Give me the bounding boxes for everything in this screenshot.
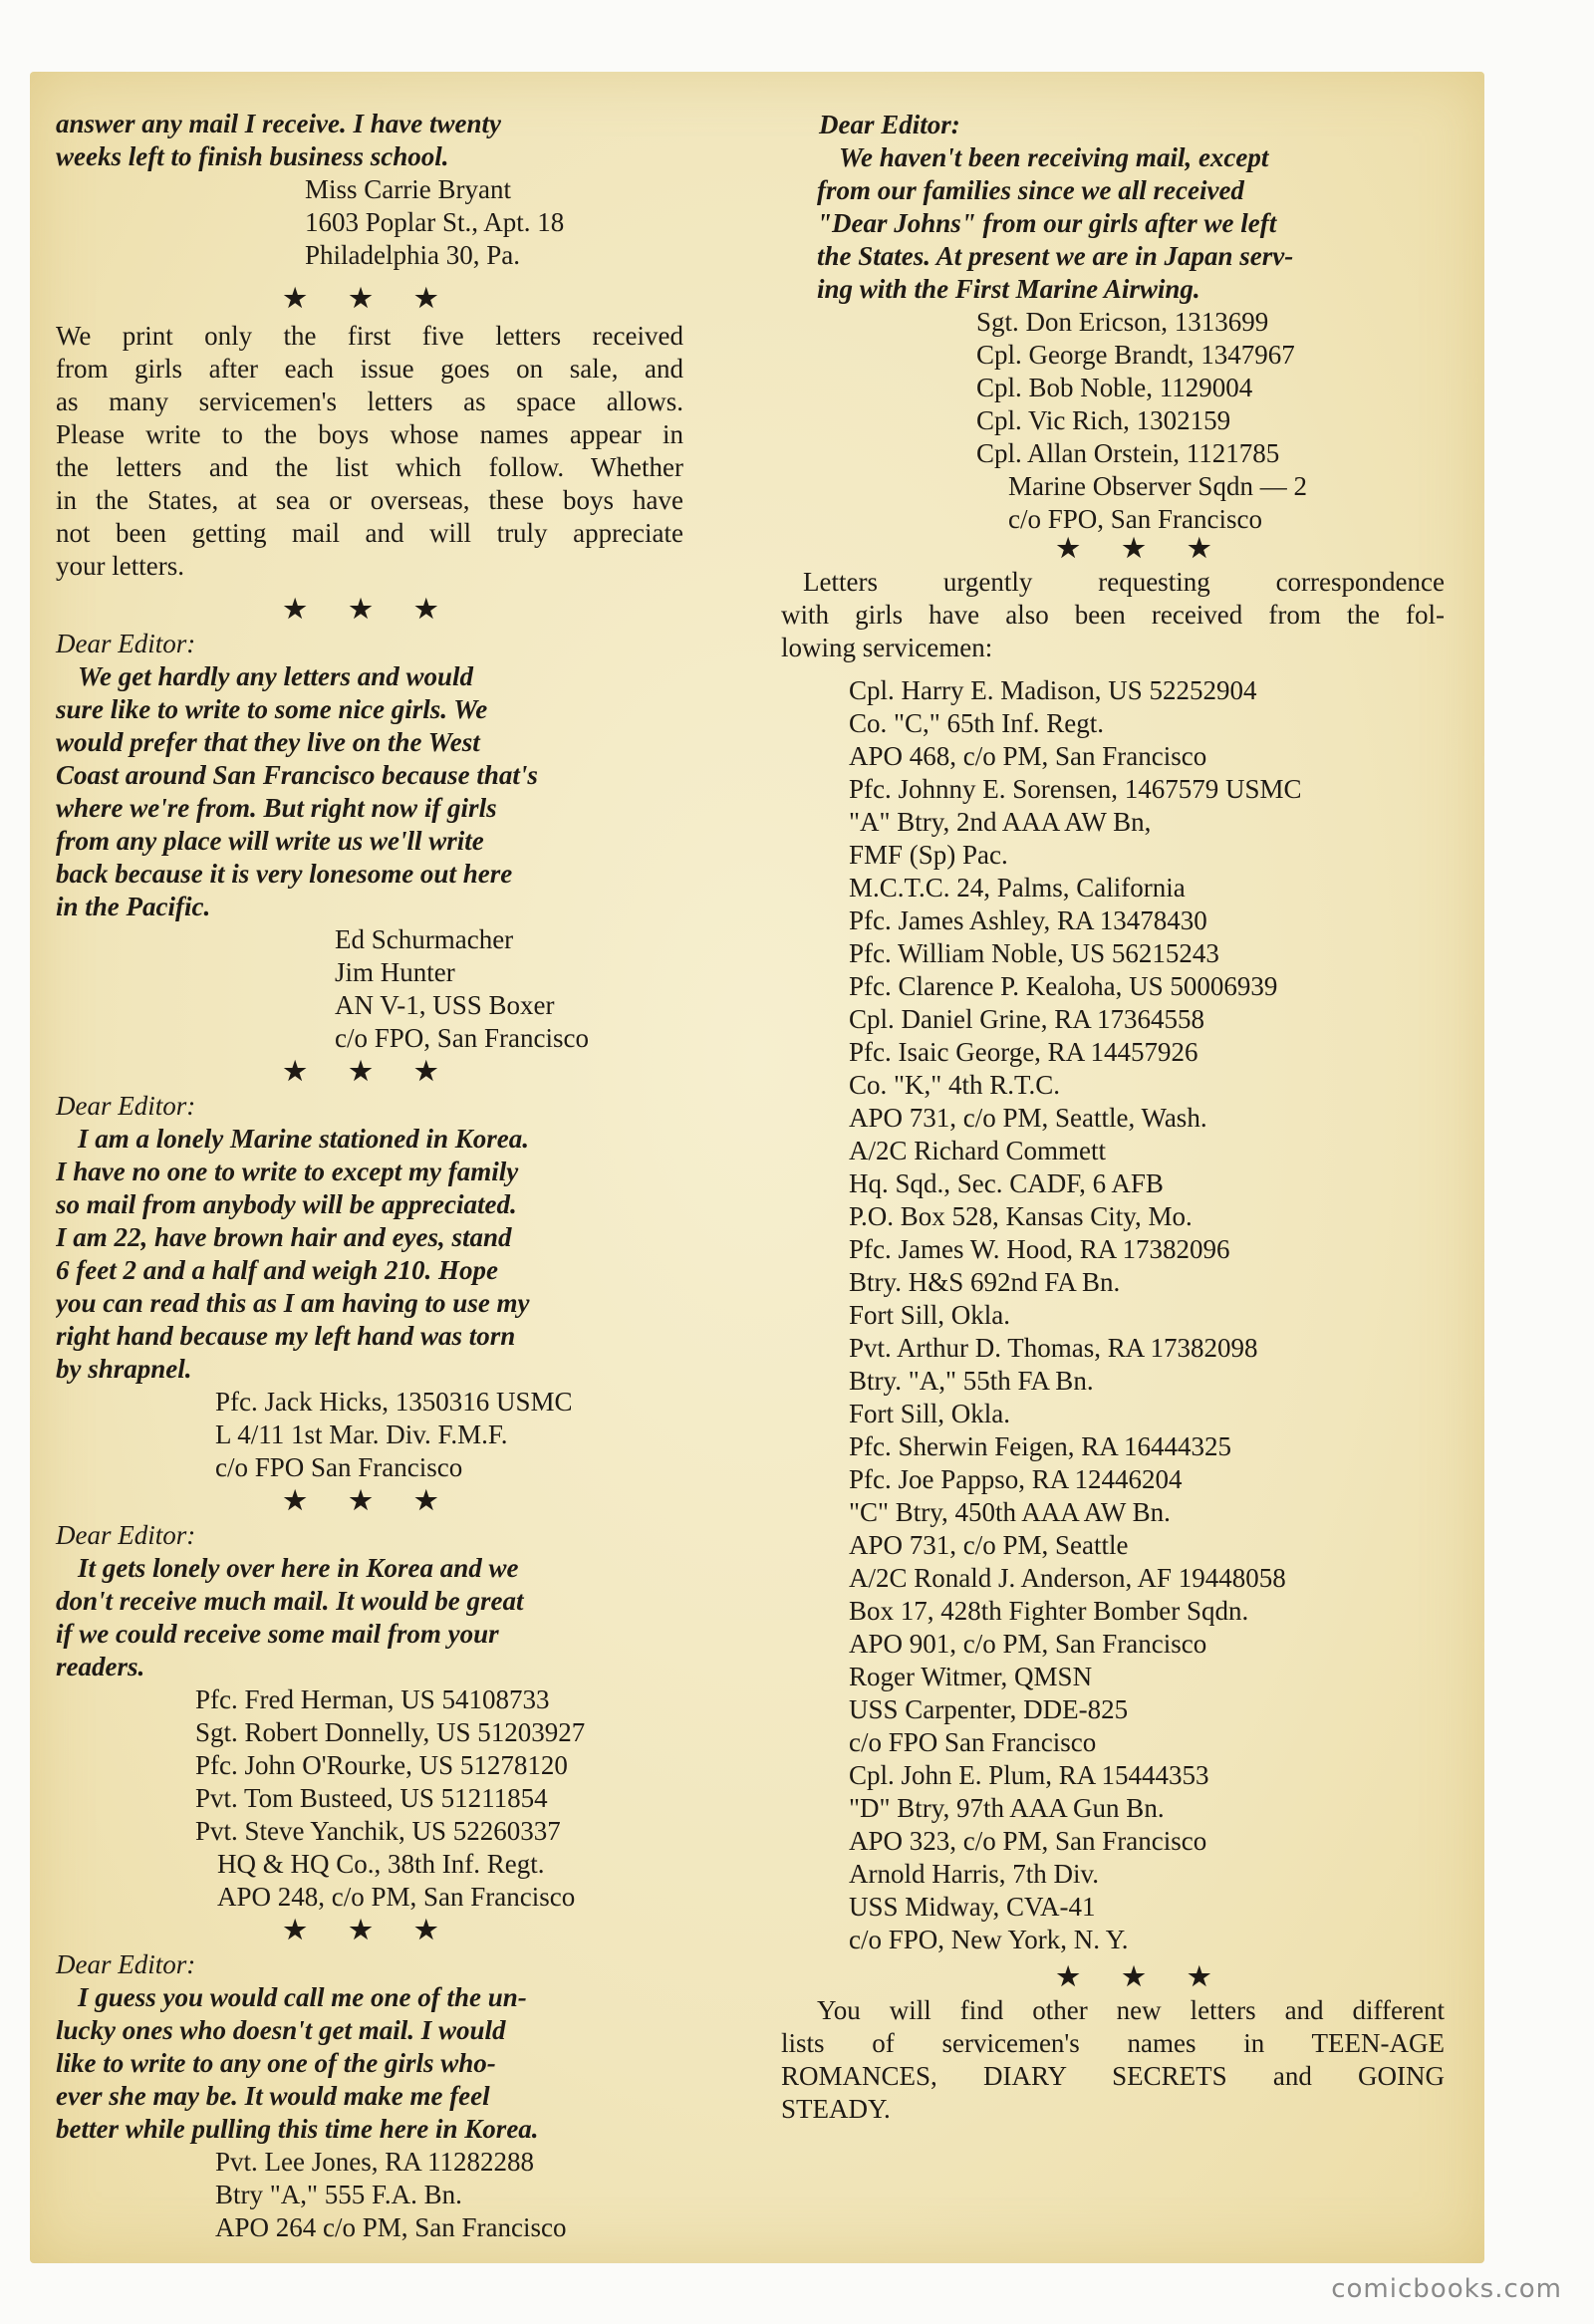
letter-line: by shrapnel. bbox=[56, 1354, 192, 1384]
signature-line: 1603 Poplar St., Apt. 18 bbox=[305, 207, 565, 237]
greeting: Dear Editor: bbox=[56, 1949, 196, 1979]
signature-line: APO 248, c/o PM, San Francisco bbox=[217, 1882, 576, 1912]
letter-line: from our families since we all received bbox=[817, 175, 1244, 205]
serviceman-line: Co. "C," 65th Inf. Regt. bbox=[849, 708, 1105, 738]
letter-line: readers. bbox=[56, 1652, 145, 1681]
signature-line: Pvt. Lee Jones, RA 11282288 bbox=[215, 2147, 534, 2177]
closing-line: ROMANCES, DIARY SECRETS and GOING bbox=[781, 2061, 1445, 2091]
star-divider: ★ ★ ★ bbox=[283, 595, 456, 624]
serviceman-line: Roger Witmer, QMSN bbox=[849, 1662, 1093, 1691]
letter-line: Coast around San Francisco because that's bbox=[56, 760, 538, 790]
signature-line: Philadelphia 30, Pa. bbox=[305, 240, 520, 270]
serviceman-line: USS Midway, CVA-41 bbox=[849, 1892, 1096, 1922]
signature-line: c/o FPO, San Francisco bbox=[335, 1023, 589, 1053]
serviceman-line: USS Carpenter, DDE-825 bbox=[849, 1694, 1129, 1724]
closing-line: You will find other new letters and different bbox=[817, 1995, 1445, 2025]
signature-line: Cpl. Bob Noble, 1129004 bbox=[976, 373, 1253, 402]
serviceman-line: Box 17, 428th Fighter Bomber Sqdn. bbox=[849, 1596, 1249, 1626]
letter-line: lucky ones who doesn't get mail. I would bbox=[56, 2015, 506, 2045]
serviceman-line: APO 901, c/o PM, San Francisco bbox=[849, 1629, 1207, 1659]
serviceman-line: Pfc. Sherwin Feigen, RA 16444325 bbox=[849, 1431, 1231, 1461]
letter-line: better while pulling this time here in Korea. bbox=[56, 2114, 539, 2144]
signature-line: APO 264 c/o PM, San Francisco bbox=[215, 2212, 567, 2242]
letter-line: the States. At present we are in Japan serv- bbox=[817, 241, 1294, 271]
letter-1 bbox=[56, 627, 683, 1055]
letter-line: right hand because my left hand was torn bbox=[56, 1321, 516, 1351]
list-intro bbox=[781, 566, 1445, 664]
closing-line: STEADY. bbox=[781, 2094, 891, 2124]
left-column bbox=[56, 108, 683, 2254]
serviceman-line: "A" Btry, 2nd AAA AW Bn, bbox=[849, 807, 1152, 837]
signature-line: Cpl. Vic Rich, 1302159 bbox=[976, 405, 1231, 435]
letter-line: weeks left to finish business school. bbox=[56, 141, 449, 171]
letter-line: I am a lonely Marine stationed in Korea. bbox=[78, 1124, 530, 1154]
serviceman-line: Cpl. Daniel Grine, RA 17364558 bbox=[849, 1004, 1204, 1034]
signature-line: L 4/11 1st Mar. Div. F.M.F. bbox=[215, 1420, 508, 1449]
serviceman-line: c/o FPO San Francisco bbox=[849, 1727, 1097, 1757]
serviceman-line: Pfc. William Noble, US 56215243 bbox=[849, 938, 1219, 968]
serviceman-line: Pvt. Arthur D. Thomas, RA 17382098 bbox=[849, 1333, 1258, 1363]
star-divider: ★ ★ ★ bbox=[283, 284, 456, 313]
star-divider: ★ ★ ★ bbox=[283, 1916, 456, 1944]
signature-line: Ed Schurmacher bbox=[335, 924, 514, 954]
serviceman-line: Co. "K," 4th R.T.C. bbox=[849, 1070, 1061, 1100]
signature-line: Cpl. George Brandt, 1347967 bbox=[976, 340, 1295, 370]
signature-line: Btry "A," 555 F.A. Bn. bbox=[215, 2180, 462, 2209]
letter-line: We haven't been receiving mail, except bbox=[839, 142, 1269, 172]
site-watermark: comicbooks.com bbox=[1331, 2274, 1562, 2304]
serviceman-line: Fort Sill, Okla. bbox=[849, 1300, 1011, 1330]
serviceman-line: Pfc. Johnny E. Sorensen, 1467579 USMC bbox=[849, 774, 1302, 804]
intro-letter bbox=[56, 108, 683, 272]
serviceman-line: A/2C Ronald J. Anderson, AF 19448058 bbox=[849, 1563, 1286, 1593]
serviceman-line: Hq. Sqd., Sec. CADF, 6 AFB bbox=[849, 1168, 1164, 1198]
closing-note bbox=[781, 1994, 1445, 2126]
signature-line: Jim Hunter bbox=[335, 957, 455, 987]
closing-line: lists of servicemen's names in TEEN-AGE bbox=[781, 2028, 1445, 2058]
serviceman-line: Pfc. James Ashley, RA 13478430 bbox=[849, 905, 1207, 935]
letter-line: back because it is very lonesome out here bbox=[56, 859, 513, 889]
serviceman-line: Pfc. James W. Hood, RA 17382096 bbox=[849, 1234, 1230, 1264]
letter-line: "Dear Johns" from our girls after we left bbox=[817, 208, 1277, 238]
letter-line: ever she may be. It would make me feel bbox=[56, 2081, 490, 2111]
letter-line: 6 feet 2 and a half and weigh 210. Hope bbox=[56, 1255, 498, 1285]
signature-line: Pvt. Tom Busteed, US 51211854 bbox=[195, 1783, 548, 1813]
letter-line: answer any mail I receive. I have twenty bbox=[56, 109, 501, 138]
serviceman-line: Cpl. John E. Plum, RA 15444353 bbox=[849, 1760, 1209, 1790]
letter-line: if we could receive some mail from your bbox=[56, 1619, 499, 1649]
serviceman-line: FMF (Sp) Pac. bbox=[849, 840, 1008, 870]
letter-line: don't receive much mail. It would be great bbox=[56, 1586, 524, 1616]
serviceman-line: Pfc. Joe Pappso, RA 12446204 bbox=[849, 1464, 1183, 1494]
letter-line: in the Pacific. bbox=[56, 892, 211, 921]
intro-line: Letters urgently requesting correspondence bbox=[803, 567, 1445, 597]
letter-line: sure like to write to some nice girls. We bbox=[56, 694, 488, 724]
serviceman-line: "D" Btry, 97th AAA Gun Bn. bbox=[849, 1793, 1165, 1823]
greeting: Dear Editor: bbox=[56, 1091, 196, 1121]
signature-line: HQ & HQ Co., 38th Inf. Regt. bbox=[217, 1849, 545, 1879]
serviceman-line: Btry. H&S 692nd FA Bn. bbox=[849, 1267, 1121, 1297]
notice-line: Please write to the boys whose names appear in bbox=[56, 419, 683, 449]
signature-line: Cpl. Allan Orstein, 1121785 bbox=[976, 438, 1280, 468]
star-divider: ★ ★ ★ bbox=[1056, 1962, 1229, 1991]
right-column bbox=[781, 108, 1445, 2136]
letter-4 bbox=[56, 1947, 683, 2244]
star-divider: ★ ★ ★ bbox=[283, 1486, 456, 1515]
letter-line: so mail from anybody will be appreciated. bbox=[56, 1189, 517, 1219]
greeting: Dear Editor: bbox=[56, 1520, 196, 1550]
notice-line: not been getting mail and will truly appreciate bbox=[56, 518, 683, 548]
editor-notice bbox=[56, 320, 683, 583]
notice-line: your letters. bbox=[56, 551, 184, 581]
serviceman-line: APO 731, c/o PM, Seattle bbox=[849, 1530, 1129, 1560]
serviceman-line: Pfc. Isaic George, RA 14457926 bbox=[849, 1037, 1198, 1067]
letter-line: I guess you would call me one of the un- bbox=[78, 1982, 527, 2012]
signature-line: c/o FPO, San Francisco bbox=[1008, 504, 1262, 534]
serviceman-line: Pfc. Clarence P. Kealoha, US 50006939 bbox=[849, 971, 1278, 1001]
serviceman-line: Btry. "A," 55th FA Bn. bbox=[849, 1366, 1094, 1396]
signature-line: Sgt. Robert Donnelly, US 51203927 bbox=[195, 1717, 586, 1747]
serviceman-line: Fort Sill, Okla. bbox=[849, 1399, 1011, 1428]
serviceman-line: APO 468, c/o PM, San Francisco bbox=[849, 741, 1207, 771]
signature-line: Pfc. Jack Hicks, 1350316 USMC bbox=[215, 1387, 573, 1417]
star-divider: ★ ★ ★ bbox=[283, 1057, 456, 1086]
serviceman-line: P.O. Box 528, Kansas City, Mo. bbox=[849, 1201, 1193, 1231]
signature-line: Pfc. Fred Herman, US 54108733 bbox=[195, 1684, 550, 1714]
serviceman-line: c/o FPO, New York, N. Y. bbox=[849, 1925, 1129, 1954]
letter-line: I have no one to write to except my family bbox=[56, 1157, 519, 1186]
notice-line: We print only the first five letters received bbox=[56, 321, 683, 351]
notice-line: from girls after each issue goes on sale, and bbox=[56, 354, 683, 384]
serviceman-line: APO 323, c/o PM, San Francisco bbox=[849, 1826, 1207, 1856]
signature-line: Pfc. John O'Rourke, US 51278120 bbox=[195, 1750, 568, 1780]
signature-line: Miss Carrie Bryant bbox=[305, 174, 511, 204]
star-divider: ★ ★ ★ bbox=[1056, 534, 1229, 563]
notice-line: the letters and the list which follow. Whether bbox=[56, 452, 683, 482]
letter-line: like to write to any one of the girls who- bbox=[56, 2048, 496, 2078]
signature-line: Sgt. Don Ericson, 1313699 bbox=[976, 307, 1269, 337]
serviceman-line: A/2C Richard Commett bbox=[849, 1136, 1106, 1165]
notice-line: in the States, at sea or overseas, these boys have bbox=[56, 485, 683, 515]
signature-line: Marine Observer Sqdn — 2 bbox=[1008, 471, 1307, 501]
servicemen-list bbox=[781, 674, 1445, 1956]
letter-line: We get hardly any letters and would bbox=[78, 661, 474, 691]
intro-line: lowing servicemen: bbox=[781, 633, 993, 662]
signature-line: AN V-1, USS Boxer bbox=[335, 990, 555, 1020]
serviceman-line: Cpl. Harry E. Madison, US 52252904 bbox=[849, 675, 1257, 705]
letter-5 bbox=[781, 108, 1445, 536]
letter-line: It gets lonely over here in Korea and we bbox=[78, 1553, 519, 1583]
intro-line: with girls have also been received from the fol- bbox=[781, 600, 1445, 630]
letter-line: from any place will write us we'll write bbox=[56, 826, 484, 856]
letter-2 bbox=[56, 1089, 683, 1484]
serviceman-line: M.C.T.C. 24, Palms, California bbox=[849, 873, 1186, 903]
letter-line: you can read this as I am having to use my bbox=[56, 1288, 530, 1318]
signature-line: Pvt. Steve Yanchik, US 52260337 bbox=[195, 1816, 561, 1846]
serviceman-line: "C" Btry, 450th AAA AW Bn. bbox=[849, 1497, 1171, 1527]
notice-line: as many servicemen's letters as space allows. bbox=[56, 387, 683, 416]
serviceman-line: Arnold Harris, 7th Div. bbox=[849, 1859, 1099, 1889]
letter-line: ing with the First Marine Airwing. bbox=[817, 274, 1200, 304]
signature-line: c/o FPO San Francisco bbox=[215, 1452, 463, 1482]
letter-line: where we're from. But right now if girls bbox=[56, 793, 497, 823]
greeting: Dear Editor: bbox=[819, 110, 960, 139]
letter-line: I am 22, have brown hair and eyes, stand bbox=[56, 1222, 512, 1252]
letter-line: would prefer that they live on the West bbox=[56, 727, 480, 757]
serviceman-line: APO 731, c/o PM, Seattle, Wash. bbox=[849, 1103, 1207, 1133]
greeting: Dear Editor: bbox=[56, 629, 196, 658]
letter-3 bbox=[56, 1518, 683, 1914]
